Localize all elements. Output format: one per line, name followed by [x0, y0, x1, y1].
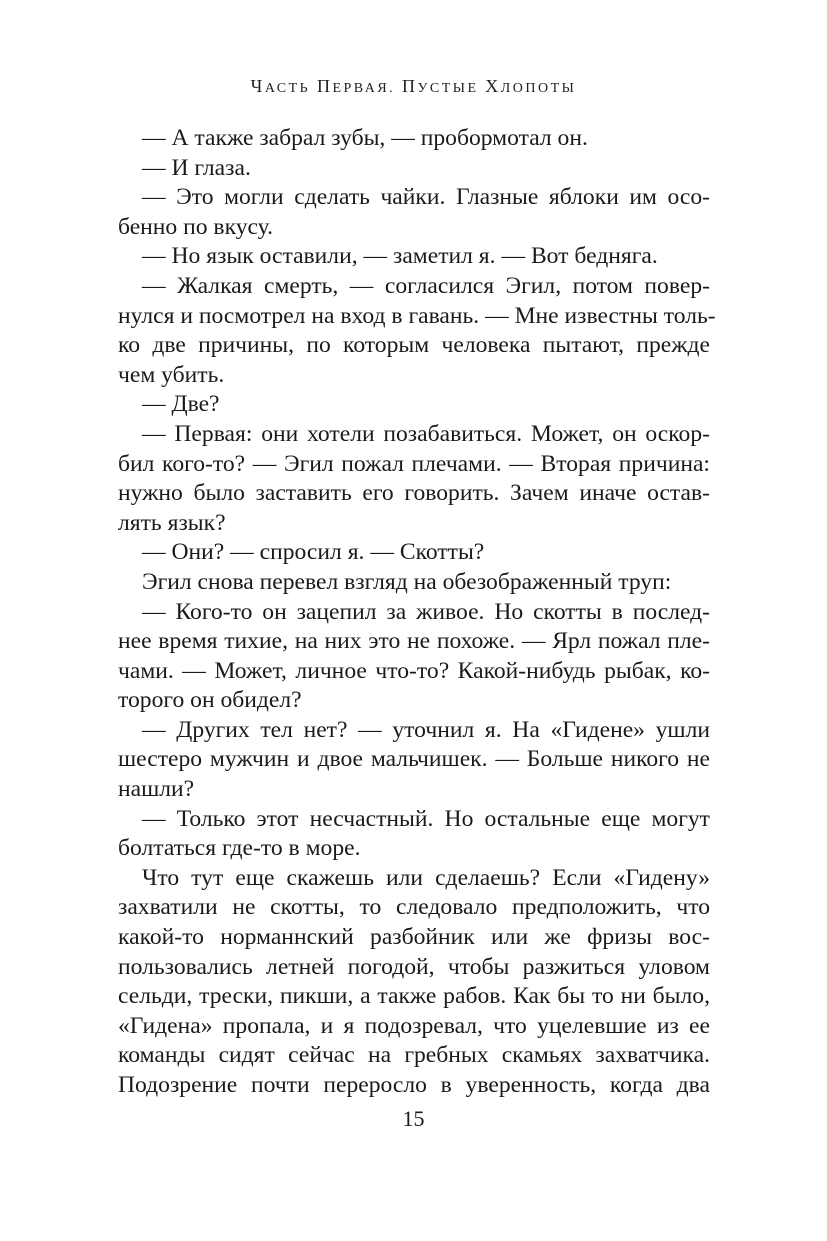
text-line: нее время тихие, на них это не похоже. — Ярл пожал пле- — [118, 628, 710, 655]
header-word: ПЕРВАЯ. — [316, 76, 396, 96]
text-line: захватили не скотты, то следовало предположить, что — [118, 894, 710, 921]
text-line: — Первая: они хотели позабавиться. Может, он оскор- — [142, 420, 710, 447]
text-line: чем убить. — [118, 361, 225, 388]
header-word: ЧАСТЬ — [250, 76, 311, 96]
text-line: — Две? — [142, 391, 220, 418]
text-line: пользовались летней погодой, чтобы разжиться уловом — [118, 953, 710, 980]
page-number: 15 — [402, 1106, 425, 1131]
text-line: команды сидят сейчас на гребных скамьях захватчика. — [118, 1042, 710, 1069]
text-line: — Это могли сделать чайки. Глазные яблоки им осо- — [142, 184, 710, 211]
text-line: Подозрение почти переросло в уверенность, когда два — [118, 1072, 710, 1098]
text-line: нашли? — [118, 776, 195, 803]
text-line: Что тут еще скажешь или сделаешь? Если «Гидену» — [142, 864, 710, 891]
text-line: бенно по вкусу. — [118, 213, 273, 240]
header-word: ХЛОПОТЫ — [485, 76, 577, 96]
text-line: — И глаза. — [142, 154, 251, 181]
text-line: «Гидена» пропала, и я подозревал, что уцелевшие из ее — [118, 1012, 710, 1039]
text-line: — Жалкая смерть, — согласился Эгил, потом повер- — [142, 272, 710, 299]
text-line: торого он обидел? — [118, 687, 302, 714]
header-word: ПУСТЫЕ — [401, 76, 479, 96]
text-line: — Кого-то он зацепил за живое. Но скотты в послед- — [142, 598, 710, 625]
text-line: лять язык? — [118, 509, 226, 536]
text-line: — Других тел нет? — уточнил я. На «Гидене» ушли — [142, 716, 710, 743]
text-line: бил кого-то? — Эгил пожал плечами. — Вторая причина: — [118, 450, 710, 477]
body-text — [118, 124, 716, 1101]
text-line: — А также забрал зубы, — пробормотал он. — [142, 125, 588, 151]
text-line: Эгил снова перевел взгляд на обезображенный труп: — [142, 568, 672, 595]
text-line: нужно было заставить его говорить. Зачем иначе остав- — [118, 480, 710, 507]
text-line: чами. — Может, личное что-то? Какой-нибудь рыбак, ко- — [118, 657, 710, 684]
text-line: ко две причины, по которым человека пытают, прежде — [118, 332, 710, 359]
text-line: сельди, трески, пикши, а также рабов. Как бы то ни было, — [118, 983, 710, 1010]
text-line: болтаться где-то в море. — [118, 835, 361, 862]
running-header — [0, 76, 827, 97]
text-line: — Они? — спросил я. — Скотты? — [142, 539, 485, 566]
text-line: — Только этот несчастный. Но остальные еще могут — [142, 805, 710, 832]
text-line: — Но язык оставили, — заметил я. — Вот бедняга. — [142, 243, 658, 270]
text-line: какой-то норманнский разбойник или же фризы вос- — [118, 924, 710, 951]
text-line: нулся и посмотрел на вход в гавань. — Мне известны толь- — [118, 302, 716, 329]
text-line: шестеро мужчин и двое мальчишек. — Больше никого не — [118, 746, 710, 773]
